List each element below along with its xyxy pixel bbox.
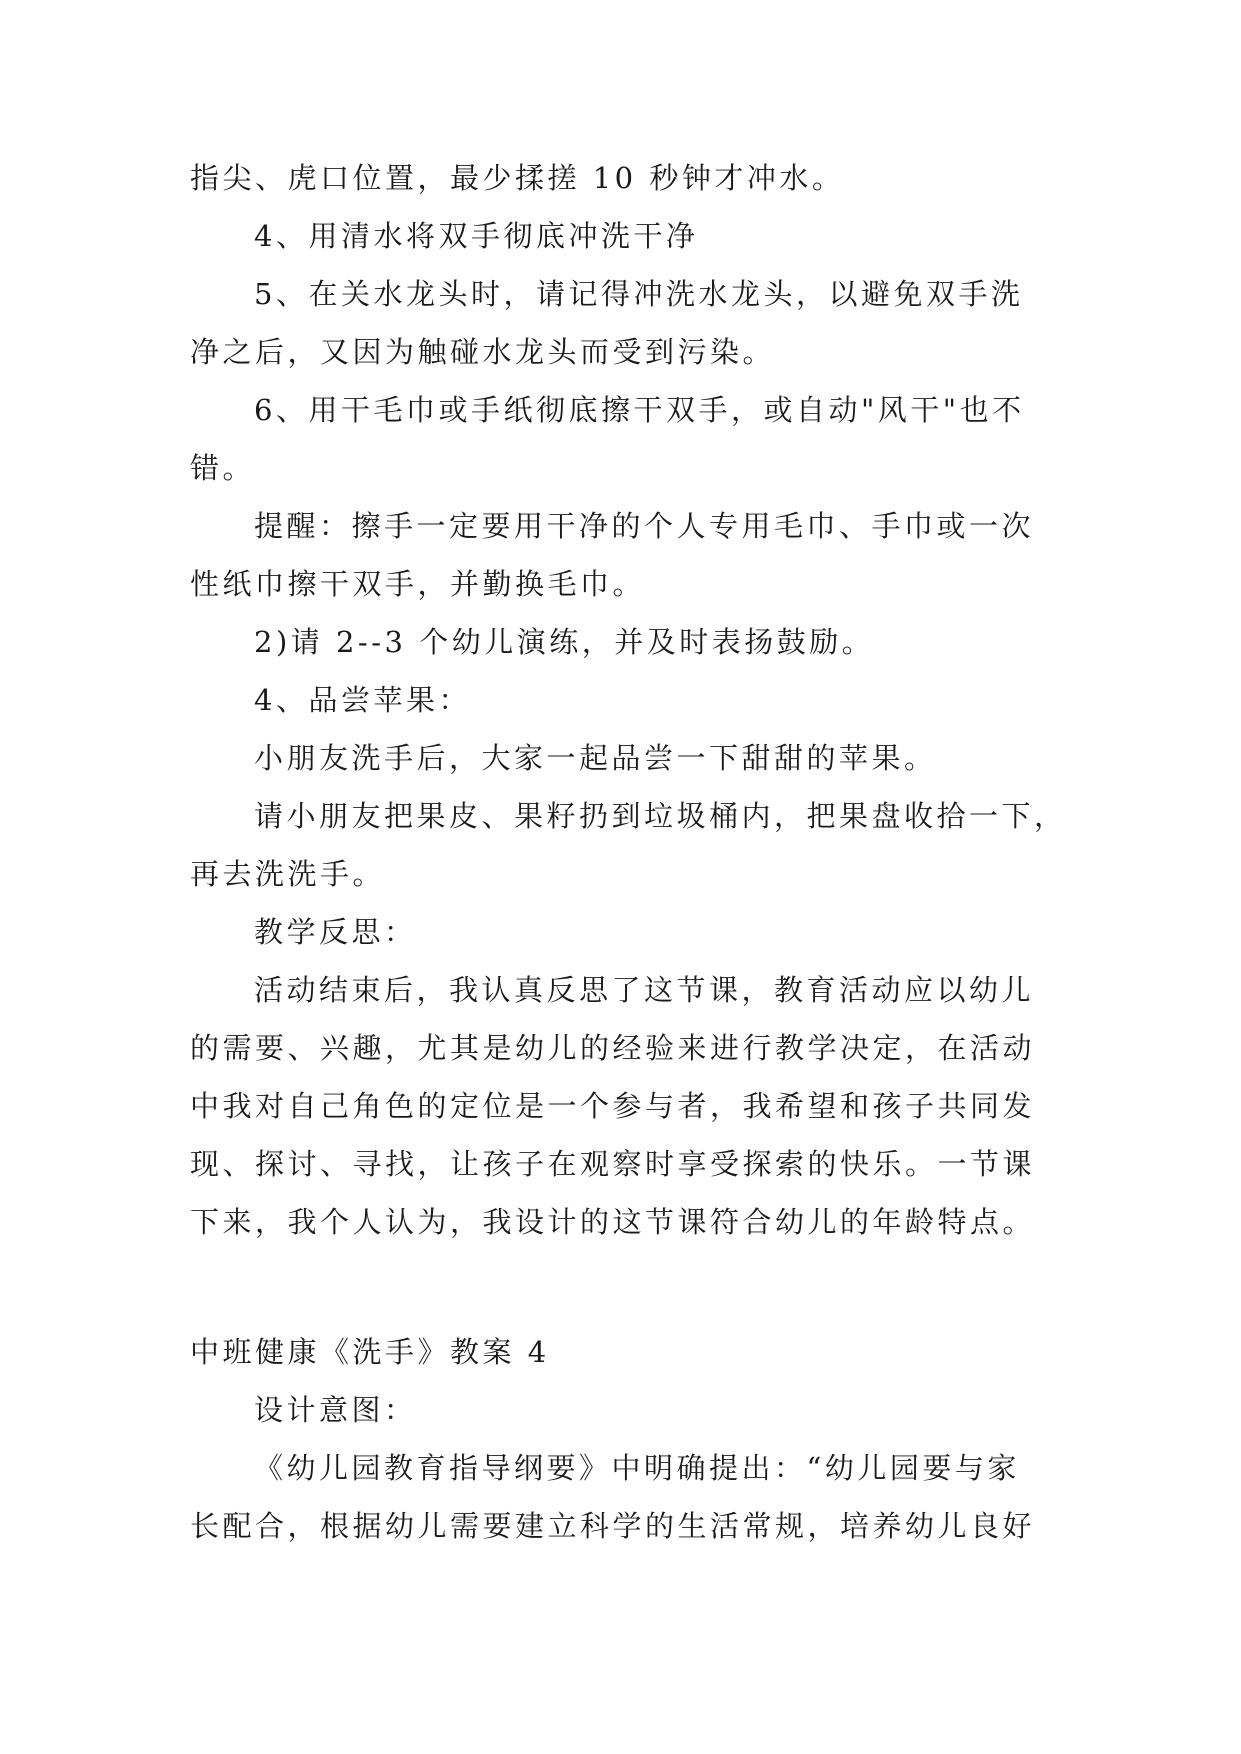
text-line: 下来，我个人认为，我设计的这节课符合幼儿的年龄特点。 (190, 1205, 1036, 1239)
text-line: 提醒：擦手一定要用干净的个人专用毛巾、手巾或一次 (254, 509, 1035, 543)
document-title: 中班健康《洗手》教案 4 (190, 1335, 550, 1369)
section-heading: 设计意图： (254, 1393, 417, 1427)
text-line: 6、用干毛巾或手纸彻底擦干双手，或自动"风干"也不 (254, 393, 1025, 427)
text-line: 4、品尝苹果： (254, 683, 471, 717)
text-line: 4、用清水将双手彻底冲洗干净 (254, 219, 699, 253)
text-line: 5、在关水龙头时，请记得冲洗水龙头，以避免双手洗 (254, 277, 1024, 311)
text-line: 净之后，又因为触碰水龙头而受到污染。 (190, 335, 776, 369)
text-line: 请小朋友把果皮、果籽扔到垃圾桶内，把果盘收拾一下， (254, 799, 1067, 833)
text-line: 活动结束后，我认真反思了这节课，教育活动应以幼儿 (254, 973, 1035, 1007)
text-line: 中我对自己角色的定位是一个参与者，我希望和孩子共同发 (190, 1089, 1036, 1123)
section-heading: 教学反思： (254, 915, 417, 949)
text-line: 2)请 2--3 个幼儿演练，并及时表扬鼓励。 (254, 625, 875, 659)
text-line: 错。 (190, 451, 256, 485)
text-line: 现、探讨、寻找，让孩子在观察时享受探索的快乐。一节课 (190, 1147, 1036, 1181)
text-line: 《幼儿园教育指导纲要》中明确提出：“幼儿园要与家 (254, 1451, 1020, 1485)
text-line: 性纸巾擦干双手，并勤换毛巾。 (190, 567, 646, 601)
text-line: 的需要、兴趣，尤其是幼儿的经验来进行教学决定，在活动 (190, 1031, 1036, 1065)
text-line: 小朋友洗手后，大家一起品尝一下甜甜的苹果。 (254, 741, 937, 775)
text-line: 长配合，根据幼儿需要建立科学的生活常规，培养幼儿良好 (190, 1509, 1036, 1543)
text-line: 指尖、虎口位置，最少揉搓 10 秒钟才冲水。 (190, 161, 845, 195)
text-line: 再去洗洗手。 (190, 857, 386, 891)
